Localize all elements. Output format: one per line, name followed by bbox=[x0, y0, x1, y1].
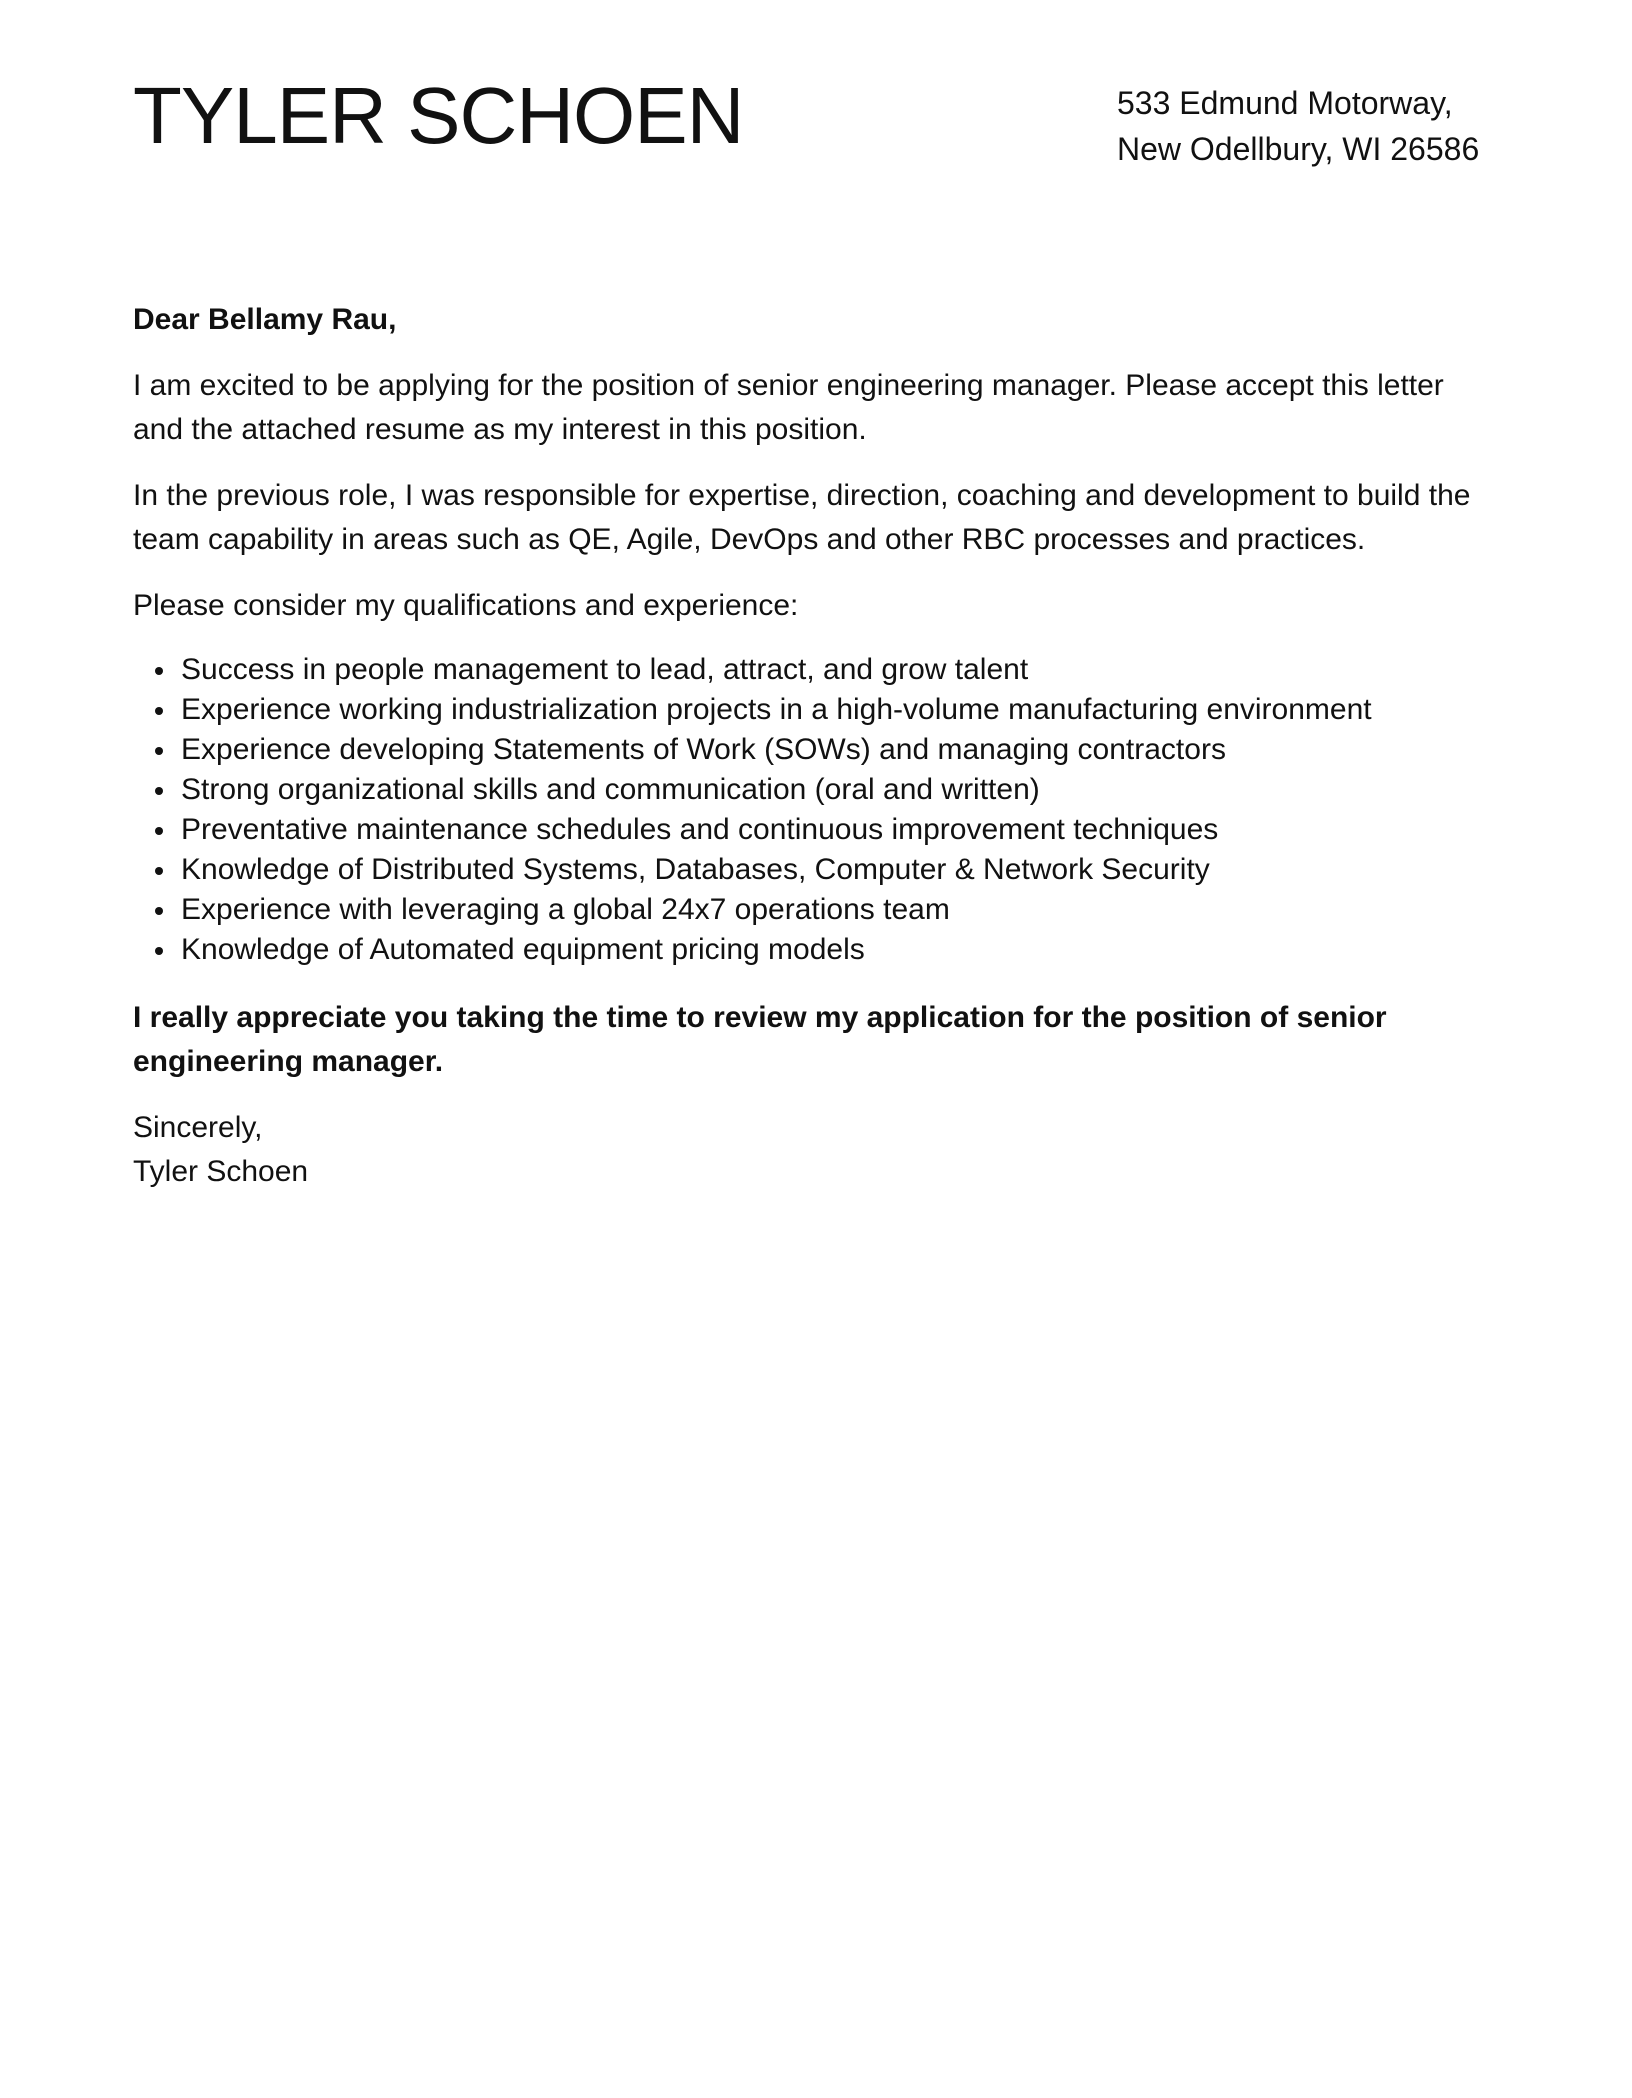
bullet-icon bbox=[155, 907, 163, 915]
bullet-icon bbox=[155, 827, 163, 835]
address-line-1: 533 Edmund Motorway, bbox=[1117, 85, 1453, 121]
list-item-text: Knowledge of Distributed Systems, Databases, Computer & Network Security bbox=[181, 853, 1210, 886]
applicant-name: TYLER SCHOEN bbox=[133, 71, 744, 160]
letter-body bbox=[133, 298, 1493, 1194]
address-block bbox=[1117, 80, 1479, 172]
list-item-text: Experience with leveraging a global 24x7 operations team bbox=[181, 893, 950, 926]
previous-role-paragraph: In the previous role, I was responsible for expertise, direction, coaching and development to build the team capability in areas such as QE, Agile, DevOps and other RBC processes and practices. bbox=[133, 479, 1471, 556]
signoff: Sincerely, bbox=[133, 1111, 263, 1144]
bullet-icon bbox=[155, 747, 163, 755]
intro-paragraph: I am excited to be applying for the position of senior engineering manager. Please accept this letter and the attached resume as my interest in this position. bbox=[133, 369, 1444, 446]
bullet-icon bbox=[155, 787, 163, 795]
list-item-text: Knowledge of Automated equipment pricing models bbox=[181, 933, 865, 966]
list-item bbox=[133, 930, 1493, 970]
list-item bbox=[133, 770, 1493, 810]
closing-paragraph: I really appreciate you taking the time to review my application for the position of senior engineering manager. bbox=[133, 1001, 1387, 1078]
bullet-icon bbox=[155, 707, 163, 715]
salutation: Dear Bellamy Rau, bbox=[133, 303, 397, 336]
signature-name: Tyler Schoen bbox=[133, 1155, 309, 1188]
bullet-icon bbox=[155, 867, 163, 875]
list-item bbox=[133, 850, 1493, 890]
list-item-text: Success in people management to lead, attract, and grow talent bbox=[181, 653, 1029, 686]
list-item bbox=[133, 810, 1493, 850]
list-item bbox=[133, 730, 1493, 770]
signoff-block bbox=[133, 1106, 1493, 1194]
list-item bbox=[133, 690, 1493, 730]
qualifications-intro: Please consider my qualifications and experience: bbox=[133, 589, 799, 622]
list-item-text: Experience developing Statements of Work (SOWs) and managing contractors bbox=[181, 733, 1226, 766]
list-item bbox=[133, 650, 1493, 690]
list-item-text: Experience working industrialization projects in a high-volume manufacturing environment bbox=[181, 693, 1372, 726]
address-line-2: New Odellbury, WI 26586 bbox=[1117, 131, 1480, 167]
list-item-text: Strong organizational skills and communication (oral and written) bbox=[181, 773, 1040, 806]
bullet-icon bbox=[155, 947, 163, 955]
bullet-icon bbox=[155, 667, 163, 675]
list-item bbox=[133, 890, 1493, 930]
qualifications-list bbox=[133, 650, 1493, 970]
list-item-text: Preventative maintenance schedules and continuous improvement techniques bbox=[181, 813, 1219, 846]
